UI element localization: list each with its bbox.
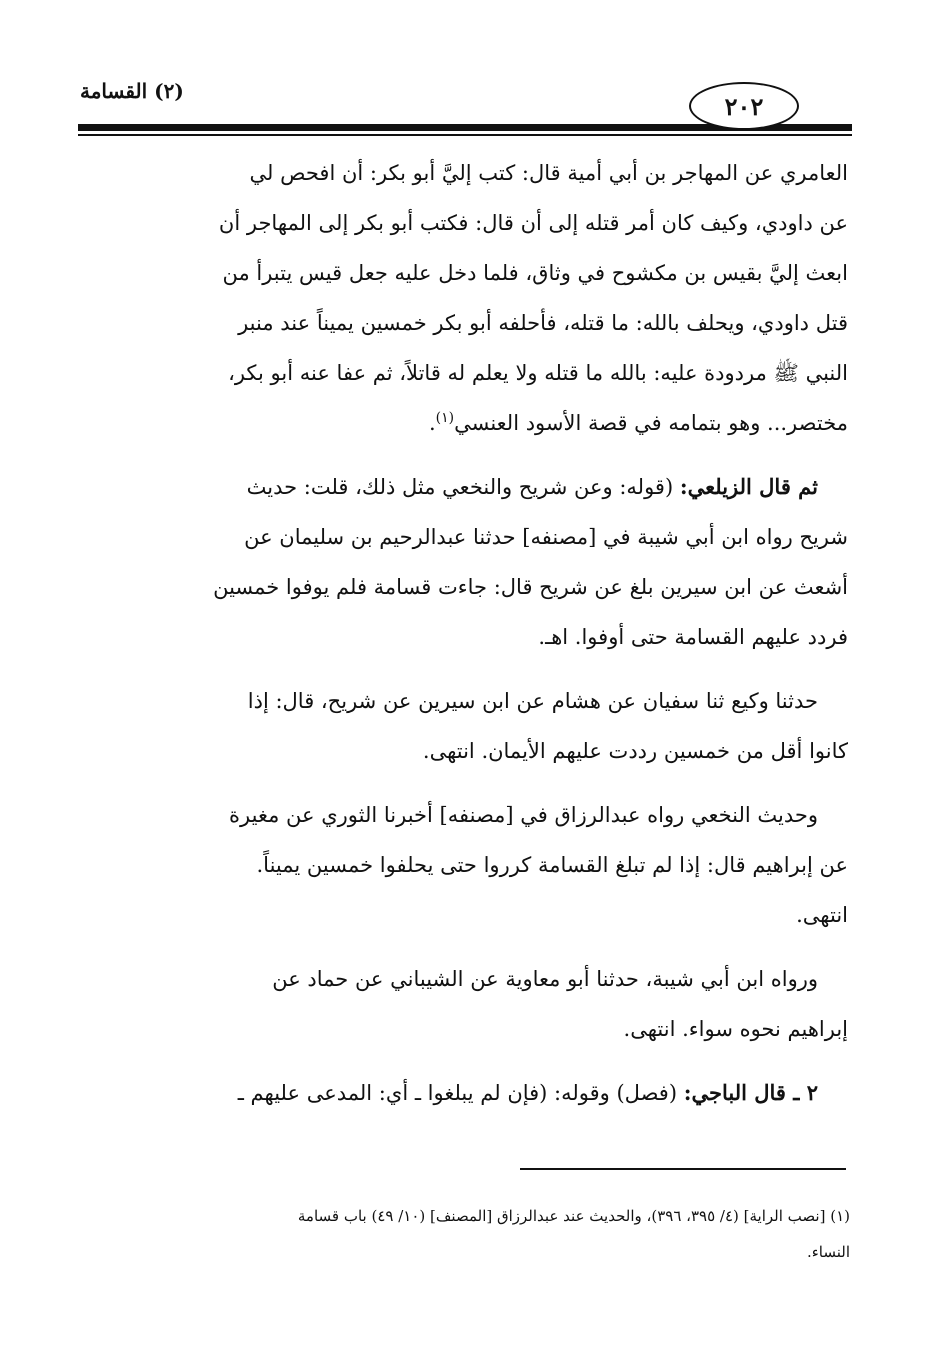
footnote-line: النساء. <box>806 1243 850 1261</box>
page-number-text: ٢٠٢ <box>724 91 764 121</box>
paragraph-5 <box>68 954 848 1054</box>
text-line: كانوا أقل من خمسين رددت عليهم الأيمان. انتهى. <box>422 739 848 763</box>
footnote-separator <box>520 1168 846 1170</box>
page-number <box>689 82 799 130</box>
paragraph-2 <box>68 462 848 662</box>
text-line: العامري عن المهاجر بن أبي أمية قال: كتب إليَّ أبو بكر: أن افحص لي <box>249 161 848 185</box>
text-line: النبي ﷺ مردودة عليه: بالله ما قتله ولا يعلم له قاتلاً، ثم عفا عنه أبو بكر، <box>228 361 848 385</box>
running-title: (٢) القسامة <box>80 79 184 103</box>
paragraph-4 <box>68 790 848 940</box>
text-line: أشعث عن ابن سيرين بلغ عن شريح قال: جاءت قسامة فلم يوفوا خمسين <box>213 575 848 599</box>
text-line: قتل داودي، ويحلف بالله: ما قتله، فأحلفه أبو بكر خمسين يميناً عند منبر <box>238 311 848 335</box>
text-line: وحديث النخعي رواه عبدالرزاق في [مصنفه] أخبرنا الثوري عن مغيرة <box>229 803 818 827</box>
main-text <box>68 148 848 1118</box>
text-line-last: مختصر... وهو بتمامه في قصة الأسود العنسي$^{(١)}$. <box>428 410 848 435</box>
text-line: شريح رواه ابن أبي شيبة في [مصنفه] حدثنا عبدالرحيم بن سليمان عن <box>244 525 848 549</box>
footnote-line: (١) [نصب الراية] (٤/ ٣٩٥، ٣٩٦)، والحديث عند عبدالرزاق [المصنف] (١٠/ ٤٩) باب قسامة <box>297 1207 850 1225</box>
footnote-reference[interactable]: (١) <box>435 410 455 426</box>
text-line-first <box>68 462 848 512</box>
text-line: عن إبراهيم قال: إذا لم تبلغ القسامة كرروا حتى يحلفوا خمسين يميناً. <box>256 853 848 877</box>
text-line: ورواه ابن أبي شيبة، حدثنا أبو معاوية عن الشيباني عن حماد عن <box>272 967 818 991</box>
text-line: (قوله: وعن شريح والنخعي مثل ذلك، قلت: حديث <box>246 475 674 499</box>
paragraph-6 <box>68 1068 848 1118</box>
text-line: فردد عليهم القسامة حتى أوفوا. اهـ. <box>538 625 848 649</box>
footnotes <box>60 1198 850 1270</box>
text-line: حدثنا وكيع ثنا سفيان عن هشام عن ابن سيرين عن شريح، قال: إذا <box>247 689 818 713</box>
paragraph-1 <box>68 148 848 448</box>
header-rule-thin <box>78 134 852 136</box>
paragraph-lead: ٢ ـ قال الباجي: <box>683 1080 818 1105</box>
paragraph-3 <box>68 676 848 776</box>
text-line: انتهى. <box>796 903 848 927</box>
text-line: إبراهيم نحوه سواء. انتهى. <box>623 1017 848 1041</box>
text-line: (فصل) وقوله: (فإن لم يبلغوا ـ أي: المدعى عليهم ـ <box>237 1081 678 1105</box>
text-line: عن داودي، وكيف كان أمر قتله إلى أن قال: فكتب أبو بكر إلى المهاجر أن <box>218 211 848 235</box>
text-line: ابعث إليَّ بقيس بن مكشوح في وثاق، فلما دخل عليه جعل قيس يتبرأ من <box>222 261 848 285</box>
paragraph-lead: ثم قال الزيلعي: <box>679 474 818 499</box>
text-line-first <box>68 1068 848 1118</box>
text-line: مختصر... وهو بتمامه في قصة الأسود العنسي <box>454 411 848 435</box>
